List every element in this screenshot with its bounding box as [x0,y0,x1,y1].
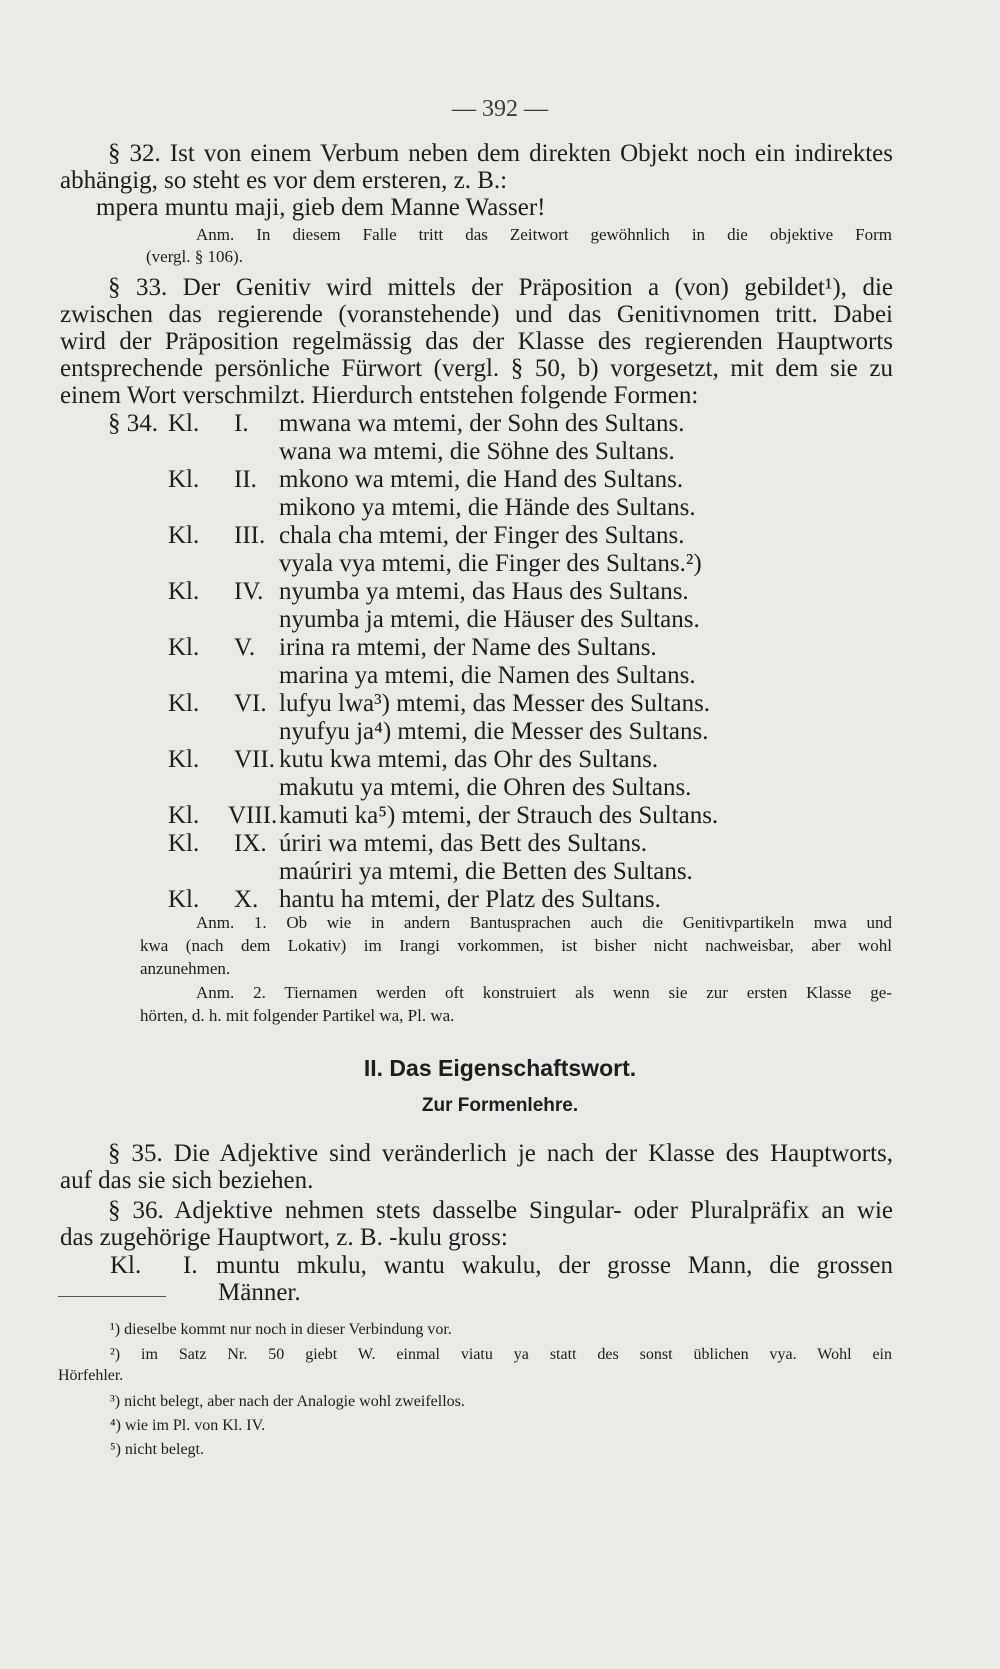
chapter-heading: II. Das Eigenschaftswort. [363,1055,637,1081]
anm1-line-1: Anm. 1. Ob wie in andern Bantusprachen auch die Genitivpartikeln mwa und [196,913,892,932]
p34-row: vyala vya mtemi, die Finger des Sultans.²) [279,550,702,577]
p34-row: úriri wa mtemi, das Bett des Sultans. [279,830,648,857]
p34-kl: Kl. [168,578,200,605]
p33-line-4: entsprechende persönliche Fürwort (vergl. § 50, b) vorgesetzt, mit dem sie zu [60,355,893,382]
p34-num: IV. [234,578,264,605]
p33-line-1: § 33. Der Genitiv wird mittels der Präposition a (von) gebildet¹), die [108,274,893,301]
p34-num: III. [234,522,266,549]
p34-kl: Kl. [168,802,200,829]
p34-label: § 34. [108,410,158,437]
p35-line-2: auf das sie sich beziehen. [60,1167,314,1194]
p34-row: hantu ha mtemi, der Platz des Sultans. [279,886,661,913]
p36-example-line-2: Männer. [218,1279,301,1306]
p34-num: II. [234,466,257,493]
p34-kl: Kl. [168,886,200,913]
p34-num: I. [234,410,249,437]
p34-num: VII. [234,746,275,773]
anm1-line-2: kwa (nach dem Lokativ) im Irangi vorkommen, ist bisher nicht nachweisbar, aber wohl [140,936,892,955]
p34-row: mwana wa mtemi, der Sohn des Sultans. [279,410,685,437]
p34-row: irina ra mtemi, der Name des Sultans. [279,634,657,661]
p36-line-2: das zugehörige Hauptwort, z. B. -kulu gross: [60,1224,508,1251]
p35-line-1: § 35. Die Adjektive sind veränderlich je nach der Klasse des Hauptworts, [108,1140,893,1167]
footnote-2-cont: Hörfehler. [58,1367,124,1384]
p34-row: chala cha mtemi, der Finger des Sultans. [279,522,685,549]
p34-kl: Kl. [168,522,200,549]
anm2-line-2: hörten, d. h. mit folgender Partikel wa, Pl. wa. [140,1006,455,1025]
p34-kl: Kl. [168,830,200,857]
p34-row: makutu ya mtemi, die Ohren des Sultans. [279,774,692,801]
p34-kl: Kl. [168,690,200,717]
footnote-3: ³) nicht belegt, aber nach der Analogie wohl zweifellos. [110,1393,465,1410]
p33-line-2: zwischen das regierende (voranstehende) und das Genitivnomen tritt. Dabei [60,301,893,328]
p32-line-1: § 32. Ist von einem Verbum neben dem direkten Objekt noch ein indirektes [108,140,893,167]
p34-row: mkono wa mtemi, die Hand des Sultans. [279,466,684,493]
page-number: — 392 — [452,96,548,122]
p36-num: I. [183,1252,198,1279]
anm2-line-1: Anm. 2. Tiernamen werden oft konstruiert als wenn sie zur ersten Klasse ge- [196,983,892,1002]
p32-line-2: abhängig, so steht es vor dem ersteren, z. B.: [60,167,508,194]
footnote-5: ⁵) nicht belegt. [110,1441,204,1458]
p34-row: wana wa mtemi, die Söhne des Sultans. [279,438,675,465]
footnote-1: ¹) dieselbe kommt nur noch in dieser Verbindung vor. [110,1321,452,1338]
anm1-line-3: anzunehmen. [140,959,231,978]
p34-kl: Kl. [168,746,200,773]
p34-row: kamuti ka⁵) mtemi, der Strauch des Sultans. [279,802,719,829]
p34-row: lufyu lwa³) mtemi, das Messer des Sultans. [279,690,711,717]
p34-num: VI. [234,690,267,717]
p34-row: nyumba ja mtemi, die Häuser des Sultans. [279,606,700,633]
p34-row: kutu kwa mtemi, das Ohr des Sultans. [279,746,659,773]
anm32-line-1: Anm. In diesem Falle tritt das Zeitwort gewöhnlich in die objektive Form [196,225,892,244]
p36-line-1: § 36. Adjektive nehmen stets dasselbe Singular- oder Pluralpräfix an wie [108,1197,893,1224]
p34-row: nyufyu ja⁴) mtemi, die Messer des Sultans. [279,718,709,745]
p33-line-3: wird der Präposition regelmässig das der Klasse des regierenden Hauptworts [60,328,893,355]
p34-num: VIII. [228,802,278,829]
section-heading: Zur Formenlehre. [421,1095,579,1116]
p34-num: X. [234,886,259,913]
p36-example-line-1: muntu mkulu, wantu wakulu, der grosse Mann, die grossen [216,1252,893,1279]
p33-line-5: einem Wort verschmilzt. Hierdurch entstehen folgende Formen: [60,382,699,409]
footnote-divider [58,1296,166,1297]
p34-kl: Kl. [168,410,200,437]
footnote-2: ²) im Satz Nr. 50 giebt W. einmal viatu ya statt des sonst üblichen vya. Wohl ein [110,1346,892,1363]
p34-num: V. [234,634,256,661]
p34-row: mikono ya mtemi, die Hände des Sultans. [279,494,696,521]
p32-example: mpera muntu maji, gieb dem Manne Wasser! [96,194,546,221]
anm32-line-2: (vergl. § 106). [146,247,243,266]
footnote-4: ⁴) wie im Pl. von Kl. IV. [110,1417,266,1434]
p34-row: nyumba ya mtemi, das Haus des Sultans. [279,578,689,605]
p34-row: marina ya mtemi, die Namen des Sultans. [279,662,696,689]
p34-kl: Kl. [168,466,200,493]
p34-row: maúriri ya mtemi, die Betten des Sultans. [279,858,693,885]
p36-kl: Kl. [110,1252,142,1279]
p34-num: IX. [234,830,267,857]
p34-kl: Kl. [168,634,200,661]
